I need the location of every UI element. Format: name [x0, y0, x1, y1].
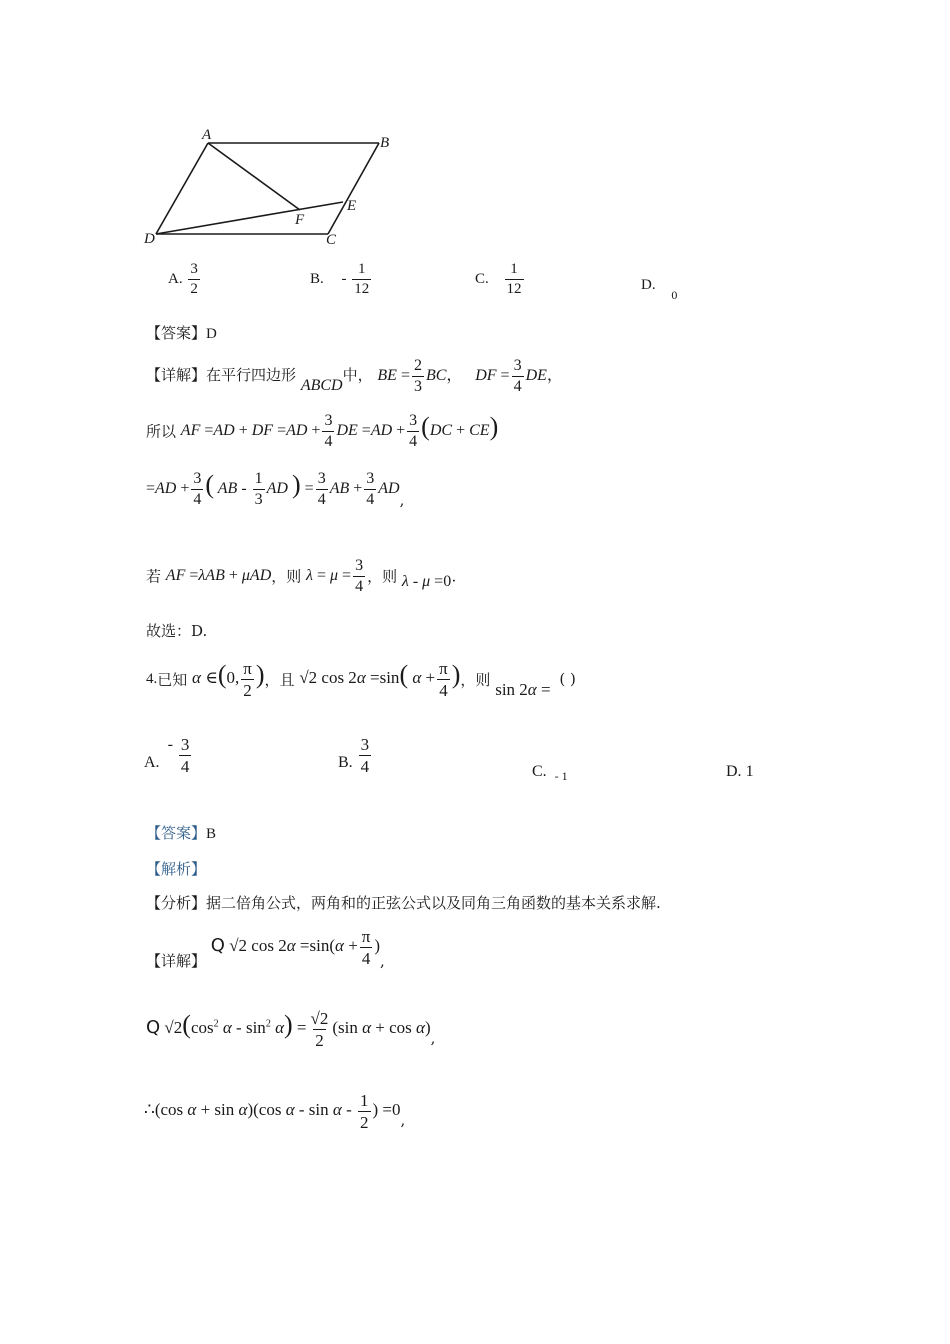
q3-detail-line-2 — [146, 412, 498, 450]
detail-tag: 【详解】 — [146, 952, 207, 970]
edge-ad — [156, 143, 208, 234]
q3-detail-line-1 — [146, 358, 563, 395]
denominator: 2 — [190, 281, 198, 297]
option-letter: A. — [168, 271, 183, 287]
q3-detail-line-4 — [146, 558, 457, 595]
question-text: ，则 — [460, 670, 491, 689]
option-letter: B. — [310, 271, 324, 287]
denominator: 4 — [180, 757, 190, 776]
option-letter: A. — [144, 754, 160, 771]
answer-tag: 【答案】 — [146, 324, 207, 342]
abcd-label: ABCD — [300, 377, 343, 395]
label-e: E — [347, 198, 357, 214]
q3-option-b — [310, 262, 373, 297]
lambda-mu-expression: AF =λAB + μAD — [165, 567, 272, 585]
q4-detail-line-3: ∴(cos α + sin α)(cos α - sin α - $\frac{1}{2}$ ) =0, — [144, 1091, 406, 1132]
analysis-tag: 【解析】 — [146, 860, 207, 878]
numerator: 3 — [360, 735, 370, 754]
option-letter: B. — [338, 754, 353, 771]
segment-de — [156, 202, 343, 234]
numerator: 3 — [180, 735, 190, 754]
af-result: =AD + $\frac{3}{4}$ ( AB - $\frac{1}{3}$ AD ) = $\frac{3}{4}$ AB + $\frac{3}{4}$ AD — [146, 469, 400, 508]
lambda-minus-mu: λ - μ =0· — [401, 573, 457, 591]
label-b: B — [380, 135, 390, 151]
option-letter: C. — [475, 271, 489, 287]
denominator: 12 — [354, 281, 370, 297]
minus-sign: - — [341, 271, 347, 287]
q4-option-b — [338, 736, 373, 775]
analysis-sub-tag: 【分析】 — [146, 894, 207, 912]
alpha-domain: α ∈(0, $\frac{\pi}{2}$ ) — [192, 659, 265, 700]
q4-option-c — [532, 763, 568, 781]
option-value: 1 — [745, 763, 754, 780]
q3-option-c — [475, 262, 526, 297]
answer-tag: 【答案】 — [146, 824, 207, 842]
detail-equation-2: Q $√2(\cos^2$ α - $\sin^2 \alpha$) = $\frac{√2}{2}$ (sin α + cos α) — [146, 1009, 431, 1050]
answer-value: D — [206, 326, 217, 342]
detail-text: ，则 — [271, 567, 302, 586]
segment-af — [208, 143, 300, 210]
q3-option-d — [641, 277, 678, 302]
numerator: 1 — [510, 261, 518, 277]
option-value: 0 — [671, 288, 678, 302]
numerator: 3 — [190, 261, 198, 277]
q3-option-a — [168, 262, 202, 297]
edge-bc — [328, 143, 379, 234]
detail-tag: 【详解】 — [146, 366, 207, 385]
option-letter: D. — [726, 763, 742, 780]
df-equation: DF = $\frac{3}{4}$ DE， — [475, 357, 563, 395]
answer-paren: ( ) — [559, 670, 576, 689]
label-d: D — [144, 231, 155, 247]
question-number: 4. — [146, 670, 158, 687]
answer-value: B — [206, 826, 217, 842]
detail-text: 所以 — [146, 422, 177, 441]
numerator: 1 — [358, 261, 366, 277]
condition-equation: √2 cos 2α =sin( α + $\frac{\pi}{4}$ ) — [299, 659, 461, 700]
detail-text: 在平行四边形 — [206, 366, 297, 385]
detail-text: ，则 — [367, 567, 398, 586]
q4-option-a — [144, 736, 193, 775]
q3-answer — [146, 322, 217, 343]
label-c: C — [326, 232, 337, 248]
q3-choose-text: 故选：D. — [146, 622, 208, 640]
question-text: ，且 — [264, 670, 295, 689]
q3-detail-line-3: =AD + $\frac{3}{4}$ ( AB - $\frac{1}{3}$ AD ) = $\frac{3}{4}$ AB + $\frac{3}{4}$ AD, — [146, 469, 405, 509]
detail-text: 若 — [146, 567, 162, 586]
be-equation: BE = $\frac{2}{3}$ BC， — [377, 357, 463, 395]
q4-option-d — [726, 763, 754, 781]
label-a: A — [202, 127, 212, 143]
q4-detail-line-1: 【详解】 Q √2 cos 2α =sin(α + $\frac{\pi}{4}$ ), — [146, 927, 385, 970]
q4-answer — [146, 822, 216, 843]
label-f: F — [295, 212, 305, 228]
detail-equation-1: Q √2 cos 2α =sin(α + $\frac{\pi}{4}$ ) — [210, 927, 381, 968]
detail-equation-3: ∴(cos α + sin α)(cos α - sin α - $\frac{1}{2}$ ) =0 — [144, 1091, 401, 1132]
option-letter: C. — [532, 763, 547, 780]
af-expansion: AF =AD + DF =AD + $\frac{3}{4}$ DE =AD + $\frac{3}{4}$ (DC + CE) — [180, 411, 499, 450]
denominator: 4 — [360, 757, 370, 776]
denominator: 12 — [506, 281, 522, 297]
question-text: 已知 — [157, 670, 188, 689]
minus-sign: - — [167, 736, 173, 754]
q4-question — [146, 660, 576, 699]
target-expression: sin 2α = — [495, 680, 551, 700]
q4-detail-line-2: Q $√2(\cos^2$ α - $\sin^2 \alpha$) = $\frac{√2}{2}$ (sin α + cos α), — [146, 1009, 436, 1050]
option-value: - 1 — [554, 769, 568, 783]
q4-analysis — [146, 892, 661, 913]
parallelogram-figure — [130, 120, 410, 255]
option-letter: D. — [641, 277, 656, 293]
lambda-mu-value: λ = μ = $\frac{3}{4}$ — [306, 557, 364, 595]
detail-text: 中， — [342, 366, 373, 385]
analysis-text: 据二倍角公式，两角和的正弦公式以及同角三角函数的基本关系求解. — [206, 894, 661, 912]
